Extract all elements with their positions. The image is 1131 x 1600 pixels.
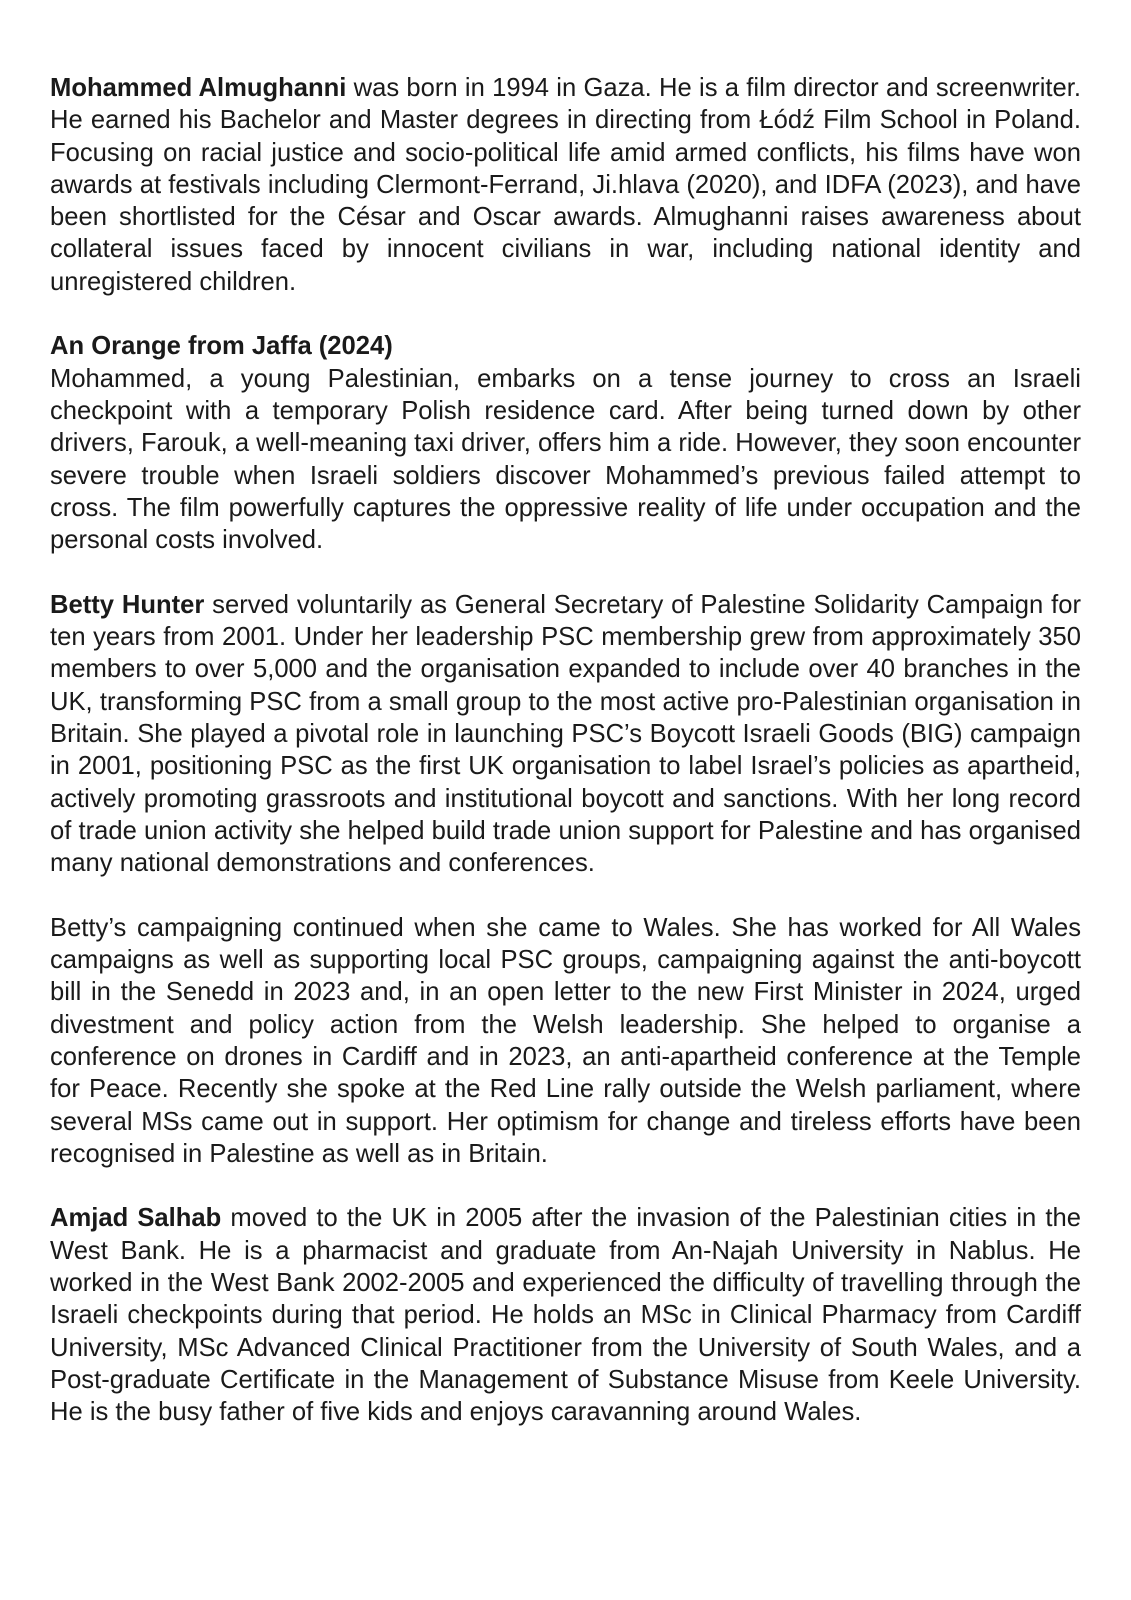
- film-synopsis: Mohammed, a young Palestinian, embarks on a tense journey to cross an Israeli checkpoint with a temporary Polish residence card. After being turned down by other drivers, Farouk, a well-meaning taxi driver, offers him a ride. However, they soon encounter severe trouble when Israeli soldiers discover Mohammed’s previous failed attempt to cross. The film powerfully captures the oppressive reality of life under occupation and the personal costs involved.: [50, 364, 1081, 555]
- document-page: [50, 72, 1081, 1428]
- bio-text-hunter: served voluntarily as General Secretary of Palestine Solidarity Campaign for ten years from 2001. Under her leadership PSC membership grew from approximately 350 members to over 5,000 and the organisation expanded to include over 40 branches in the UK, transforming PSC from a small group to the most active pro-Palestinian organisation in Britain. She played a pivotal role in launching PSC’s Boycott Israeli Goods (BIG) campaign in 2001, positioning PSC as the first UK organisation to label Israel’s policies as apartheid, actively promoting grassroots and institutional boycott and sanctions. With her long record of trade union activity she helped build trade union support for Palestine and has organised many national demonstrations and conferences.: [50, 590, 1081, 878]
- bio-hunter: [50, 589, 1081, 880]
- bio-text-almughanni: was born in 1994 in Gaza. He is a film director and screenwriter. He earned his Bachelor and Master degrees in directing from Łódź Film School in Poland. Focusing on racial justice and socio-political life amid armed conflicts, his films have won awards at festivals including Clermont-Ferrand, Ji.hlava (2020), and IDFA (2023), and have been shortlisted for the César and Oscar awards. Almughanni raises awareness about collateral issues faced by innocent civilians in war, including national identity and unregistered children.: [50, 74, 1081, 296]
- bio-salhab: [50, 1202, 1081, 1428]
- bio-name-almughanni: Mohammed Almughanni: [50, 74, 347, 102]
- film-title: An Orange from Jaffa (2024): [50, 332, 393, 361]
- bio-text-salhab: moved to the UK in 2005 after the invasion of the Palestinian cities in the West Bank. He is a pharmacist and graduate from An-Najah University in Nablus. He worked in the West Bank 2002-2005 and experienced the difficulty of travelling through the Israeli checkpoints during that period. He holds an MSc in Clinical Pharmacy from Cardiff University, MSc Advanced Clinical Practitioner from the University of South Wales, and a Post-graduate Certificate in the Management of Substance Misuse from Keele University. He is the busy father of five kids and enjoys caravanning around Wales.: [50, 1204, 1081, 1427]
- bio-name-hunter: Betty Hunter: [50, 590, 205, 619]
- bio-name-salhab: Amjad Salhab: [50, 1204, 222, 1233]
- bio-hunter-continued: Betty’s campaigning continued when she came to Wales. She has worked for All Wales campaigns as well as supporting local PSC groups, campaigning against the anti-boycott bill in the Senedd in 2023 and, in an open letter to the new First Minister in 2024, urged divestment and policy action from the Welsh leadership. She helped to organise a conference on drones in Cardiff and in 2023, an anti-apartheid conference at the Temple for Peace. Recently she spoke at the Red Line rally outside the Welsh parliament, where several MSs came out in support. Her optimism for change and tireless efforts have been recognised in Palestine as well as in Britain.: [50, 913, 1081, 1168]
- bio-almughanni: [50, 72, 1081, 298]
